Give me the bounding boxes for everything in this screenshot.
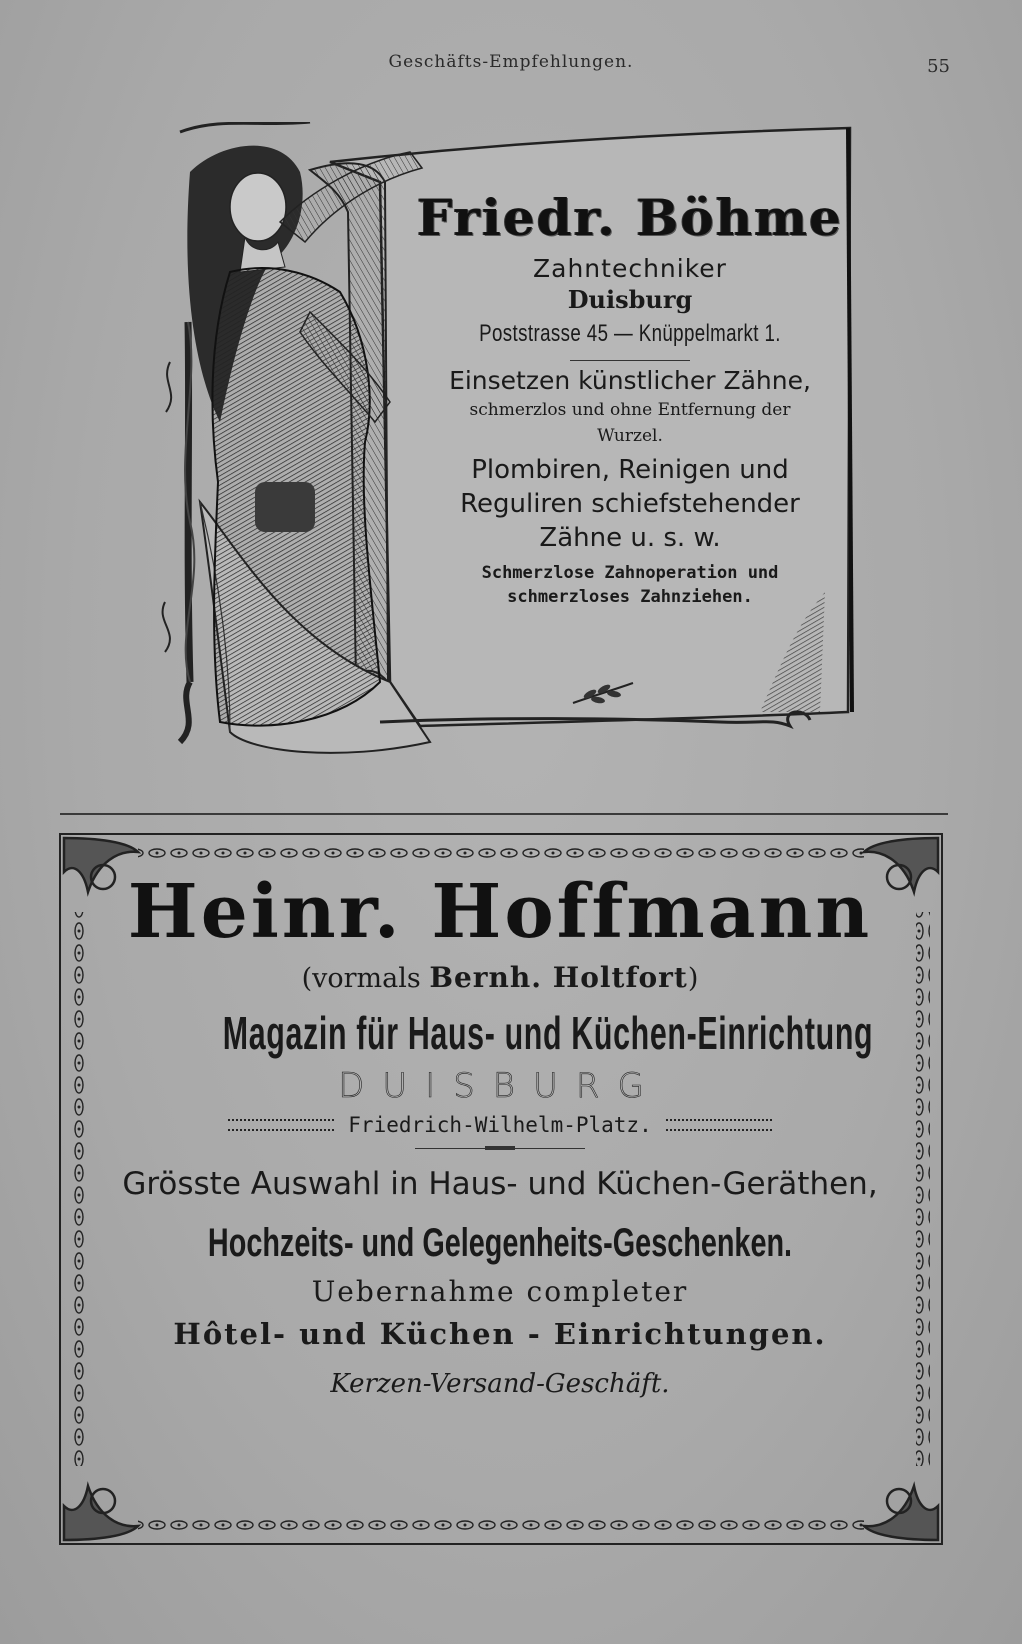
hoffmann-address: Friedrich-Wilhelm-Platz. (348, 1113, 652, 1137)
section-divider (60, 813, 948, 815)
boehme-divider (570, 360, 690, 361)
hoffmann-shop-description: Magazin für Haus- und Küchen-Einrichtung (222, 1007, 874, 1059)
hoffmann-address-row (80, 1113, 920, 1137)
boehme-service-dentures: Einsetzen künstlicher Zähne, (449, 366, 811, 395)
boehme-address: Poststrasse 45 — Knüppelmarkt 1. (479, 320, 781, 347)
hoffmann-gifts: Hochzeits- und Gelegenheits-Geschenken. (207, 1221, 793, 1265)
hoffmann-hotel-equipment: Hôtel- und Küchen - Einrichtungen. (173, 1317, 827, 1351)
dotted-rule-right (666, 1119, 772, 1131)
boehme-advertisement (410, 190, 850, 609)
hoffmann-city: DUISBURG (338, 1066, 662, 1106)
boehme-city: Duisburg (567, 285, 693, 314)
boehme-service-painless: Schmerzlose Zahnoperation und schmerzloses Zahnziehen. (481, 563, 779, 607)
formerly-name: Bernh. Holtfort (429, 961, 688, 994)
hoffmann-formerly-line (80, 958, 920, 999)
dotted-rule-left (228, 1119, 334, 1131)
running-header: Geschäfts-Empfehlungen. (388, 52, 634, 72)
laurel-sprig-ornament (568, 678, 638, 708)
boehme-service-fillings: Plombiren, Reinigen und Reguliren schiefstehender Zähne u. s. w. (460, 455, 800, 553)
formerly-suffix: ) (687, 963, 699, 994)
hoffmann-takeover: Uebernahme completer (311, 1275, 689, 1308)
hoffmann-company-name: Heinr. Hoffmann (127, 869, 873, 955)
hoffmann-advertisement (80, 870, 920, 1407)
hoffmann-candle-shipping: Kerzen-Versand-Geschäft. (330, 1369, 670, 1399)
formerly-prefix: (vormals (301, 963, 430, 994)
boehme-profession: Zahntechniker (533, 254, 727, 283)
boehme-company-name: Friedr. Böhme (417, 188, 843, 247)
hoffmann-divider (415, 1145, 585, 1151)
hoffmann-assortment: Grösste Auswahl in Haus- und Küchen-Geräthen, (122, 1166, 878, 1202)
page-number: 55 (927, 56, 950, 77)
boehme-service-dentures-detail: schmerzlos und ohne Entfernung der Wurzel. (469, 400, 791, 446)
